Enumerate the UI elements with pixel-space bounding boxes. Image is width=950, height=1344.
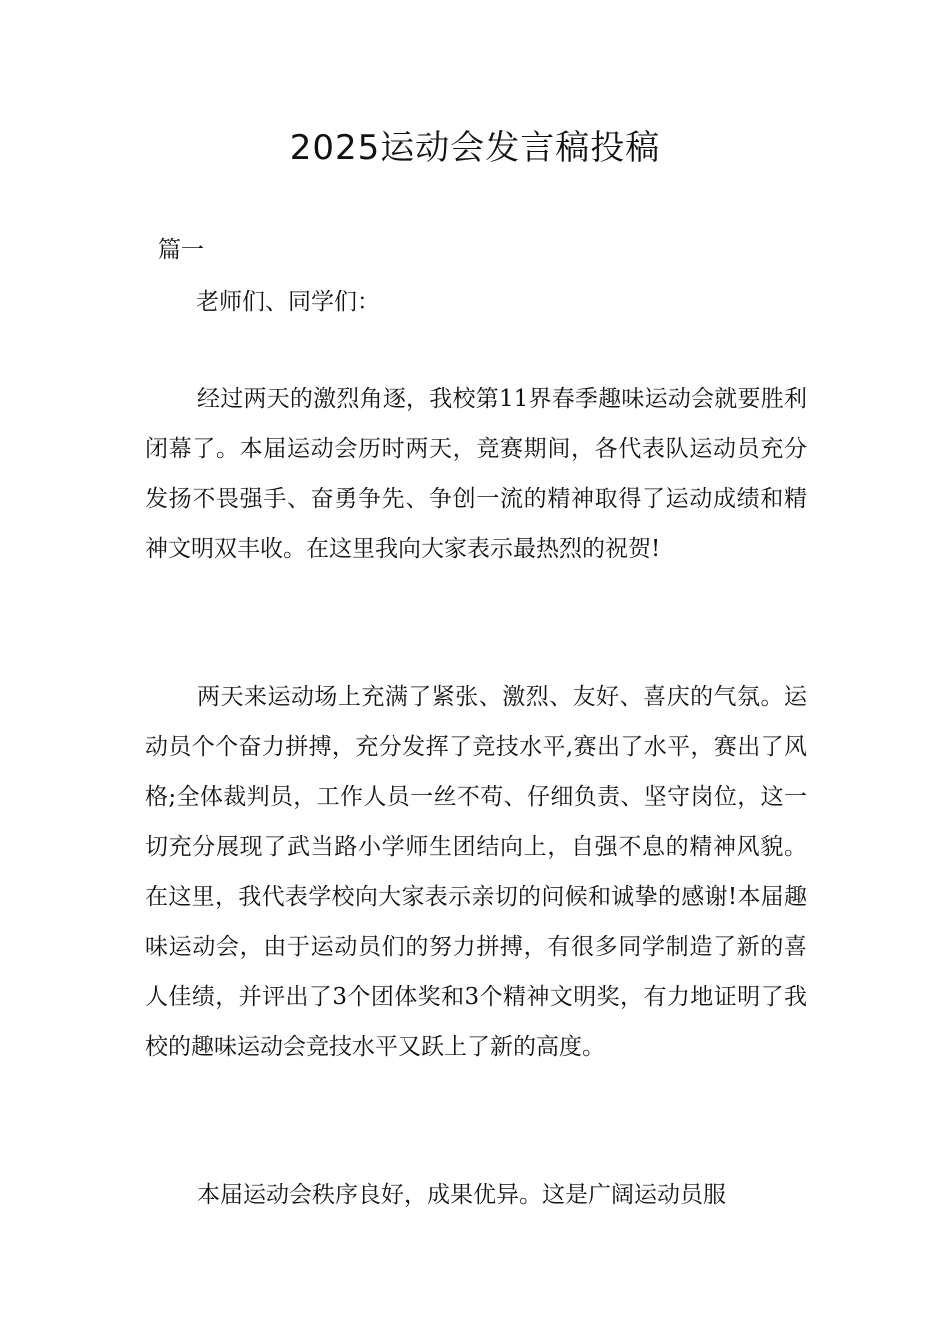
document-title: 2025运动会发言稿投稿 xyxy=(289,128,661,168)
paragraph-1: 经过两天的激烈角逐，我校第11界春季趣味运动会就要胜利闭幕了。本届运动会历时两天，竞赛期间，各代表队运动员充分发扬不畏强手、奋勇争先、争创一流的精神取得了运动成绩和精神文明双丰收。在这里我向大家表示最热烈的祝贺! xyxy=(145,386,807,562)
paragraph-3: 本届运动会秩序良好，成果优异。这是广阔运动员服 xyxy=(197,1182,726,1208)
paragraph-2: 两天来运动场上充满了紧张、激烈、友好、喜庆的气氛。运动员个个奋力拼搏，充分发挥了竞技水平,赛出了水平，赛出了风格;全体裁判员，工作人员一丝不苟、仔细负责、坚守岗位，这一切充分展现了武当路小学师生团结向上，自强不息的精神风貌。在这里，我代表学校向大家表示亲切的问候和诚挚的感谢!本届趣味运动会，由于运动员们的努力拼搏，有很多同学制造了新的喜人佳绩，并评出了3个团体奖和3个精神文明奖，有力地证明了我校的趣味运动会竞技水平又跃上了新的高度。 xyxy=(145,684,807,1060)
section-label: 篇一 xyxy=(158,237,204,263)
salutation: 老师们、同学们： xyxy=(196,289,380,315)
